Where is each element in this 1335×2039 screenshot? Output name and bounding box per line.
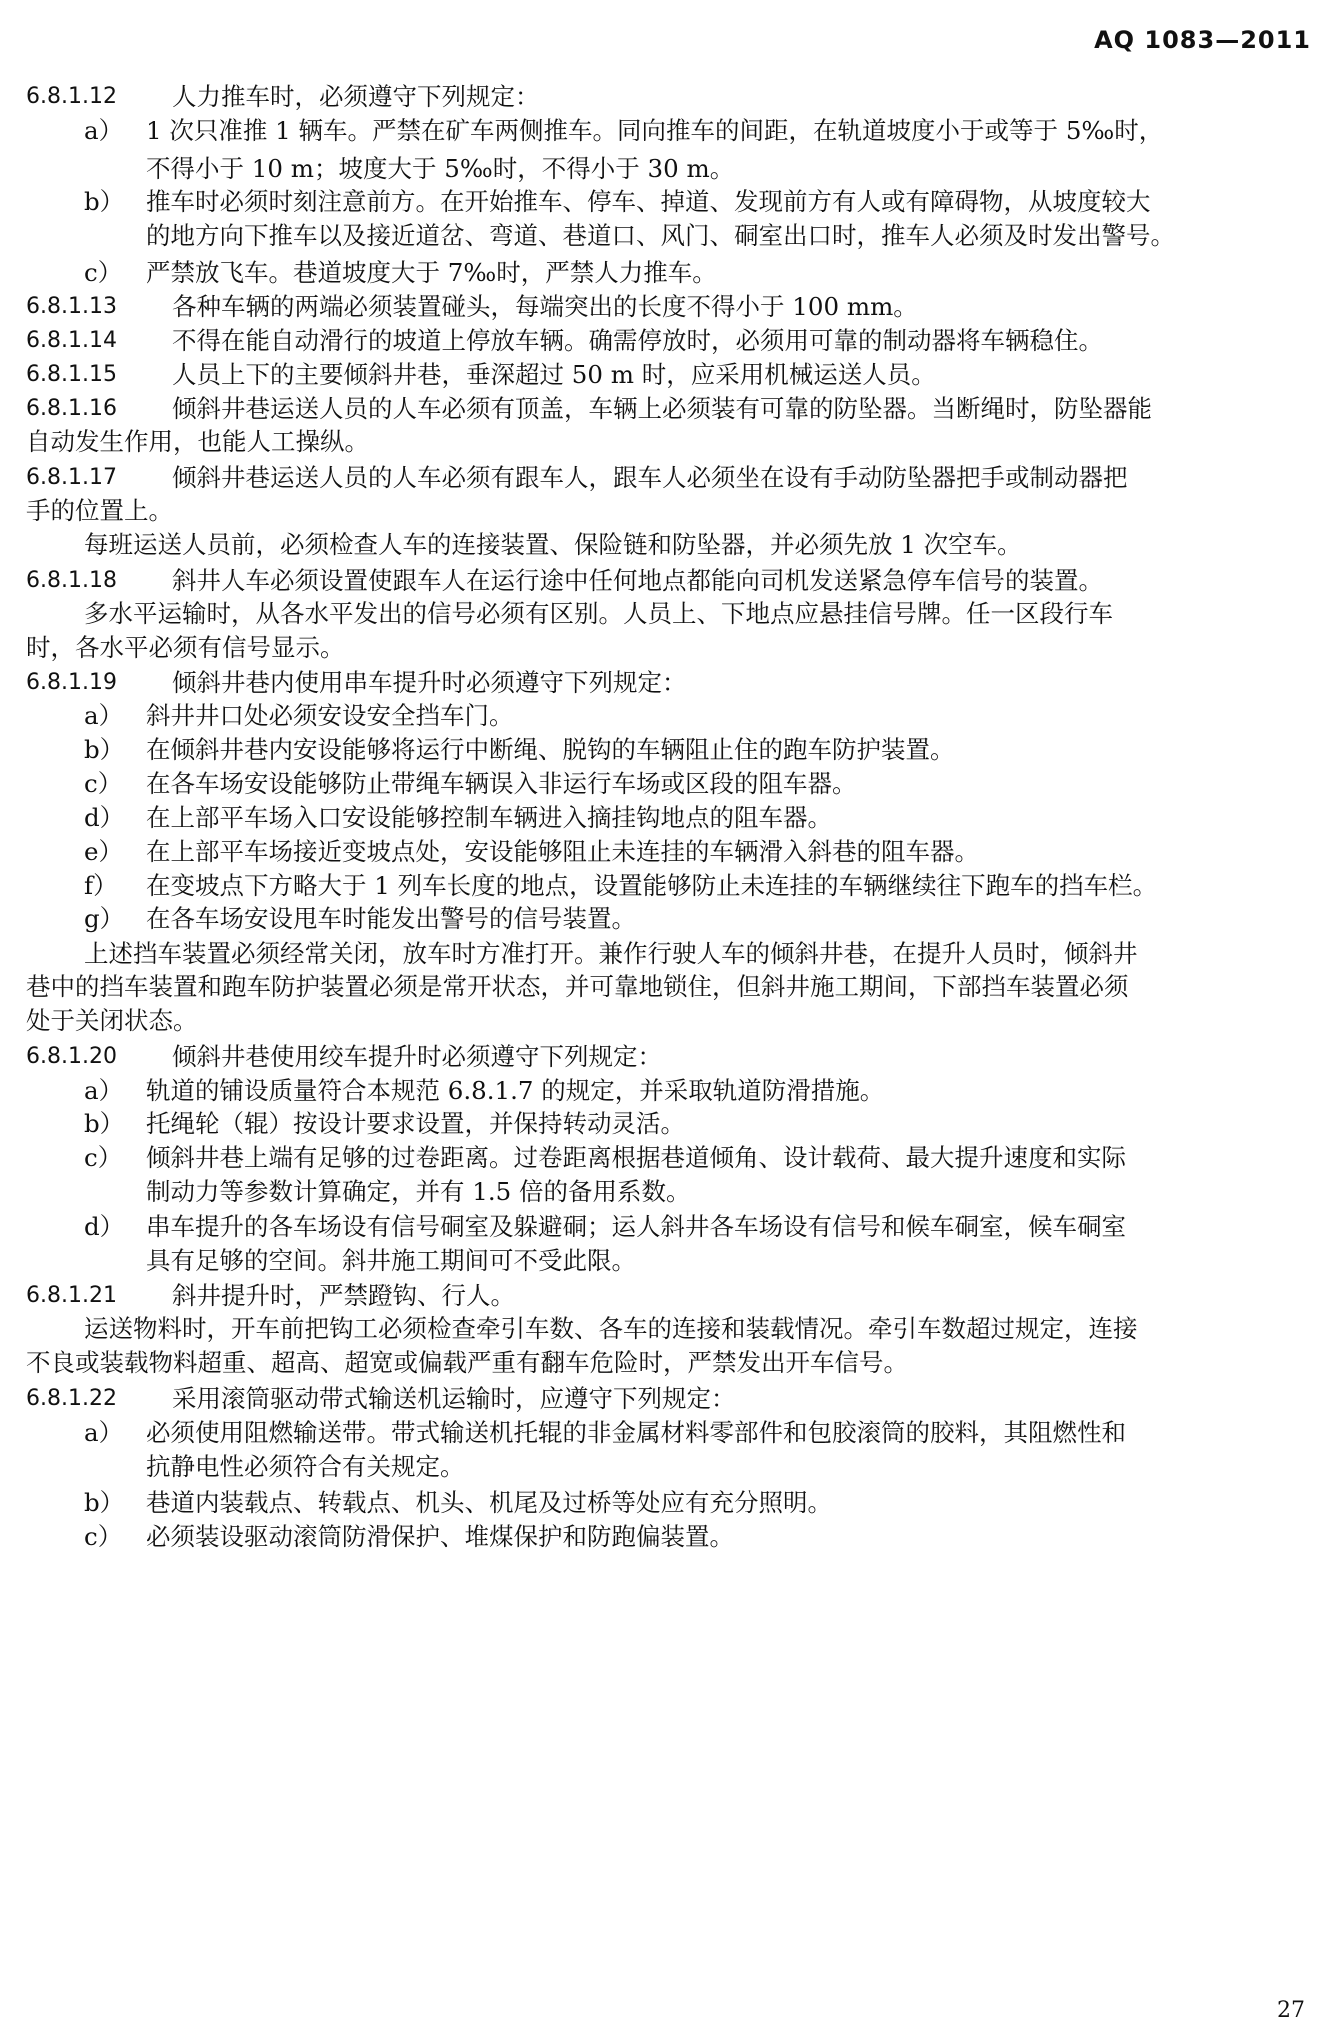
line-text: 多水平运输时，从各水平发出的信号必须有区别。人员上、下地点应悬挂信号牌。任一区段行车 (84, 599, 1113, 628)
line-text: 倾斜井巷运送人员的人车必须有跟车人，跟车人必须坐在设有手动防坠器把手或制动器把 (172, 463, 1128, 492)
line-text: 倾斜井巷运送人员的人车必须有顶盖，车辆上必须装有可靠的防坠器。当断绳时，防坠器能 (172, 394, 1152, 423)
line-text: 倾斜井巷内使用串车提升时必须遵守下列规定： (172, 668, 687, 697)
item-label: a） (84, 116, 124, 145)
line-text: 在变坡点下方略大于 1 列车长度的地点，设置能够防止未连挂的车辆继续往下跑车的挡车栏。 (146, 871, 1158, 900)
item-label: f） (84, 871, 118, 900)
item-label: a） (84, 701, 124, 730)
clause-number: 6.8.1.16 (26, 396, 117, 421)
clause-number: 6.8.1.22 (26, 1386, 117, 1411)
line-text: 人员上下的主要倾斜井巷，垂深超过 50 m 时，应采用机械运送人员。 (172, 360, 936, 389)
line-text: 在上部平车场接近变坡点处，安设能够阻止未连挂的车辆滑入斜巷的阻车器。 (146, 837, 979, 866)
standard-code-header: AQ 1083—2011 (1094, 26, 1311, 54)
line-text: 抗静电性必须符合有关规定。 (146, 1452, 465, 1481)
text-line (0, 1516, 1335, 1558)
item-label: b） (84, 735, 125, 764)
line-text: 处于关闭状态。 (26, 1006, 198, 1035)
clause-number: 6.8.1.15 (26, 362, 117, 387)
line-text: 不得在能自动滑行的坡道上停放车辆。确需停放时，必须用可靠的制动器将车辆稳住。 (172, 326, 1103, 355)
item-label: a） (84, 1418, 124, 1447)
line-text: 严禁放飞车。巷道坡度大于 7‰时，严禁人力推车。 (146, 258, 717, 287)
item-label: a） (84, 1076, 124, 1105)
line-text: 自动发生作用，也能人工操纵。 (26, 427, 369, 456)
line-text: 轨道的铺设质量符合本规范 6.8.1.7 的规定，并采取轨道防滑措施。 (146, 1076, 885, 1105)
item-label: c） (84, 258, 123, 287)
line-text: 在各车场安设能够防止带绳车辆误入非运行车场或区段的阻车器。 (146, 769, 857, 798)
line-text: 串车提升的各车场设有信号硐室及躲避硐；运人斜井各车场设有信号和候车硐室，候车硐室 (146, 1212, 1126, 1241)
line-text: 制动力等参数计算确定，并有 1.5 倍的备用系数。 (146, 1177, 691, 1206)
line-text: 巷道内装载点、转载点、机头、机尾及过桥等处应有充分照明。 (146, 1488, 832, 1517)
line-text: 托绳轮（辊）按设计要求设置，并保持转动灵活。 (146, 1109, 685, 1138)
clause-number: 6.8.1.14 (26, 328, 117, 353)
line-text: 各种车辆的两端必须装置碰头，每端突出的长度不得小于 100 mm。 (172, 292, 918, 321)
line-text: 推车时必须时刻注意前方。在开始推车、停车、掉道、发现前方有人或有障碍物，从坡度较大 (146, 187, 1151, 216)
line-text: 每班运送人员前，必须检查人车的连接装置、保险链和防坠器，并必须先放 1 次空车。 (84, 530, 1022, 559)
line-text: 不良或装载物料超重、超高、超宽或偏载严重有翻车危险时，严禁发出开车信号。 (26, 1348, 908, 1377)
line-text: 具有足够的空间。斜井施工期间可不受此限。 (146, 1246, 636, 1275)
clause-number: 6.8.1.12 (26, 84, 117, 109)
line-text: 手的位置上。 (26, 496, 173, 525)
item-label: e） (84, 837, 123, 866)
line-text: 人力推车时，必须遵守下列规定： (172, 82, 540, 111)
page-number: 27 (1277, 1998, 1305, 2023)
clause-number: 6.8.1.21 (26, 1283, 117, 1308)
item-label: b） (84, 1488, 125, 1517)
line-text: 运送物料时，开车前把钩工必须检查牵引车数、各车的连接和装载情况。牵引车数超过规定，连接 (84, 1314, 1138, 1343)
line-text: 斜井人车必须设置使跟车人在运行途中任何地点都能向司机发送紧急停车信号的装置。 (172, 566, 1103, 595)
item-label: c） (84, 1143, 123, 1172)
clause-number: 6.8.1.13 (26, 294, 117, 319)
line-text: 不得小于 10 m；坡度大于 5‰时，不得小于 30 m。 (146, 154, 735, 183)
item-label: d） (84, 1212, 125, 1241)
line-text: 巷中的挡车装置和跑车防护装置必须是常开状态，并可靠地锁住，但斜井施工期间，下部挡车装置必须 (26, 972, 1129, 1001)
line-text: 的地方向下推车以及接近道岔、弯道、巷道口、风门、硐室出口时，推车人必须及时发出警号。 (146, 221, 1175, 250)
item-label: g） (84, 904, 125, 933)
line-text: 上述挡车装置必须经常关闭，放车时方准打开。兼作行驶人车的倾斜井巷，在提升人员时，倾斜井 (84, 939, 1138, 968)
line-text: 1 次只准推 1 辆车。严禁在矿车两侧推车。同向推车的间距，在轨道坡度小于或等于 5‰时， (146, 116, 1164, 145)
line-text: 倾斜井巷使用绞车提升时必须遵守下列规定： (172, 1042, 662, 1071)
line-text: 时，各水平必须有信号显示。 (26, 633, 345, 662)
line-text: 采用滚筒驱动带式输送机运输时，应遵守下列规定： (172, 1384, 736, 1413)
clause-number: 6.8.1.18 (26, 568, 117, 593)
text-line (0, 215, 1335, 257)
line-text: 斜井井口处必须安设安全挡车门。 (146, 701, 514, 730)
line-text: 倾斜井巷上端有足够的过卷距离。过卷距离根据巷道倾角、设计载荷、最大提升速度和实际 (146, 1143, 1126, 1172)
line-text: 斜井提升时，严禁蹬钩、行人。 (172, 1281, 515, 1310)
line-text: 在倾斜井巷内安设能够将运行中断绳、脱钩的车辆阻止住的跑车防护装置。 (146, 735, 955, 764)
line-text: 必须使用阻燃输送带。带式输送机托辊的非金属材料零部件和包胶滚筒的胶料，其阻燃性和 (146, 1418, 1126, 1447)
item-label: c） (84, 1522, 123, 1551)
item-label: d） (84, 803, 125, 832)
item-label: b） (84, 1109, 125, 1138)
line-text: 在各车场安设甩车时能发出警号的信号装置。 (146, 904, 636, 933)
text-line (0, 110, 1335, 152)
line-text: 在上部平车场入口安设能够控制车辆进入摘挂钩地点的阻车器。 (146, 803, 832, 832)
item-label: c） (84, 769, 123, 798)
clause-number: 6.8.1.19 (26, 670, 117, 695)
line-text: 必须装设驱动滚筒防滑保护、堆煤保护和防跑偏装置。 (146, 1522, 734, 1551)
clause-number: 6.8.1.20 (26, 1044, 117, 1069)
item-label: b） (84, 187, 125, 216)
clause-number: 6.8.1.17 (26, 465, 117, 490)
